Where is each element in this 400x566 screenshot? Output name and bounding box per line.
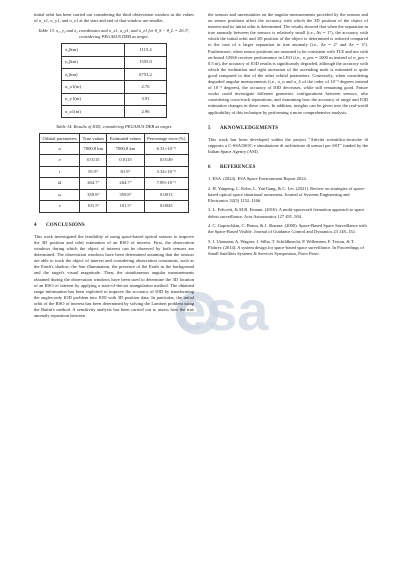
references-number: 6 — [208, 164, 211, 170]
table14-cell: 81.9° — [107, 166, 144, 178]
conclusions-text: This work investigated the feasibility of using space-based optical sensors to improve the 3D position and orbit estimation of an RSO of interest. First, the observation windows during which the object of interest can be observed by both sensors are determined. The observation windows have been determined assuming that the sensors are able to track the object of interest and considering observation constraints, such as the Earth's shadow, the Sun illumination, the presence of the Earth in the background and the target's visual magnitude. Then, the simultaneous angular measurements obtained during the observation windows have been used to determine the 3D location of an RSO of interest by applying a state-of-the-art triangulation method. The obtained range information has been exploited to improve the accuracy of IOD by transforming the angles-only IOD problem into IOD with 3D position data. In particular, the initial orbit of the RSO of interest has been determined by solving the Lambert problem using the Battin's method. A sensitivity analysis has been carried out to assess how the true anomaly separation between — [34, 233, 194, 319]
table14-cell: e — [40, 154, 80, 166]
table13-row — [62, 44, 167, 56]
table14-cell: Ω — [40, 178, 80, 190]
conclusions-number: 4 — [34, 222, 37, 228]
table14-cell: i — [40, 166, 80, 178]
left-column — [34, 12, 194, 322]
ack-text: This work has been developed within the project "Attività scientifico-tecniche di supporto a C-SSA/ISOC e simulazione di architetture di sensori per SST" funded by the Italian Space Agency (ASI). — [208, 136, 368, 154]
table13-key: σ_x1(m) — [62, 81, 125, 93]
table14-cell: 3.34×10⁻⁵ — [144, 166, 188, 178]
table13-value: 2.96 — [125, 106, 167, 118]
table14-row — [40, 143, 189, 155]
table13-row — [62, 68, 167, 80]
table14-cell: 101.5° — [107, 201, 144, 213]
right-column — [208, 12, 368, 261]
table14-row — [40, 178, 189, 190]
table14-cell: 359.8° — [80, 189, 107, 201]
table13-row — [62, 93, 167, 105]
table13-caption: Table 13. x₁, y₁ and z₁ coordinates and σ_x1, σ_y1, and σ_z1 for θ_S − θ_L = 20.3°, considering PEGASUS DEB as target. — [38, 28, 190, 40]
table14-cell: 101.5° — [80, 201, 107, 213]
table14-cell: 264.7° — [107, 178, 144, 190]
table13-key: σ_y1(m) — [62, 93, 125, 105]
ack-title: AKNOWLEDGEMENTS — [220, 125, 279, 131]
table14-cell: a — [40, 143, 80, 155]
ack-heading — [208, 126, 368, 132]
table13-key: x₁(km) — [62, 44, 125, 56]
table14-cell: 264.7° — [80, 178, 107, 190]
table14-cell: 6.31×10⁻⁵ — [144, 143, 188, 155]
table14-cell: 359.8° — [107, 189, 144, 201]
table14-cell: 7000.8 km — [80, 143, 107, 155]
reference-item: 4. C. Gaposchkin, C. Braun, & J. Sharma. (2000). Space-Based Space Surveillance with the Space-Based Visible. Journal of Guidance Control and Dynamics 23 148–152. — [208, 223, 367, 235]
table14-header-cell: Percentage error (%) — [144, 134, 188, 143]
table13-value: 2.76 — [125, 81, 167, 93]
table13-key: y₁(km) — [62, 56, 125, 68]
reference-item: 1. ESA. (2024). ESA Space Environment Report 2024. — [208, 176, 307, 182]
table-13 — [61, 43, 167, 118]
conclusions-heading — [34, 223, 194, 229]
table13-value: 6753.2 — [125, 68, 167, 80]
reference-item: 2. H. Yunpeng, L. Kebo, L. Yan'Gang, & C. Lei. (2021). Review on strategies of space-based optical space situational awareness. Journal of Systems Engineering and Electronics 32(5) 1152–1166. — [208, 185, 366, 203]
table14-cell: 0.0013 — [144, 189, 188, 201]
table14-row — [40, 201, 189, 213]
intro-paragraph: initial orbit has been carried out considering the third observation window as the values of σ_x1, σ_y1, and σ_z1 at the start and end of that window are smaller. — [34, 12, 194, 24]
table13-key: z₁(km) — [62, 68, 125, 80]
table14-header-cell: Orbital parameters — [40, 134, 80, 143]
references-title: REFERENCES — [220, 164, 256, 170]
table14-cell: 0.0115 — [107, 154, 144, 166]
conclusions-title: CONCLUSIONS — [46, 222, 85, 228]
reference-item: 3. L. Felicetti, & M.R. Emami. (2016). A multi-spacecraft formation approach to space debris surveillance. Acta Astronautica 127 491–504. — [208, 207, 365, 219]
table13-row — [62, 81, 167, 93]
ack-number: 5 — [208, 125, 211, 131]
table14-cell: 81.9° — [80, 166, 107, 178]
table14-cell: 7.89×10⁻⁵ — [144, 178, 188, 190]
table14-header-cell: True values — [80, 134, 107, 143]
table-14 — [39, 133, 189, 212]
table14-row — [40, 166, 189, 178]
table14-row — [40, 189, 189, 201]
table13-value: 1555.0 — [125, 56, 167, 68]
watermark-text: esa — [175, 279, 269, 342]
table13-row — [62, 106, 167, 118]
table14-caption: Table 14. Results of IOD, considering PEGASUS DEB as target. — [55, 124, 173, 130]
table14-row — [40, 154, 189, 166]
table14-cell: ν — [40, 201, 80, 213]
table14-cell: 0.0149 — [144, 154, 188, 166]
references-heading — [208, 165, 368, 171]
table13-value: 1115.4 — [125, 44, 167, 56]
table14-cell: ω — [40, 189, 80, 201]
table14-cell: 0.0115 — [80, 154, 107, 166]
table14-cell: 0.0045 — [144, 201, 188, 213]
reference-item: 5. J. Utzmann, A. Wagner, J. Silha, T. Schildknecht, P. Willemsen, F. Teston, & T. Flohrer. (2014). A system design for space-based space surveillance. In Proceedings of Small Satellites Systems & Services Symposium, Porto Petro. — [208, 238, 364, 256]
table14-header-cell: Estimated values — [107, 134, 144, 143]
table14-cell: 7000.8 km — [107, 143, 144, 155]
table13-row — [62, 56, 167, 68]
table13-key: σ_z1(m) — [62, 106, 125, 118]
reference-list — [208, 176, 368, 257]
discussion-paragraph: the sensors and uncertainties on the angular measurements provided by the sensors and on sensor positions affect the accuracy with which the 3D position of the object of interest and its initial orbit is determined. The results showed that when the separation in true anomaly between the sensors is relatively small (i.e., Δν = 1°), the accuracy with which the initial orbit and 3D position of the object is determined is reduced compared to the case of a larger separation in true anomaly (i.e., Δν = 2° and Δν = 3°). Furthermore, when sensor positions are assumed to be consistent with TLE and not with on-board GNSS receiver performance in LEO (i.e., σ_pos = 1000 m instead of σ_pos = 0.5 m), the accuracy of IOD results is significantly degraded, although the accuracy with which the inclination and right ascension of the ascending node is estimated is quite good compared to that of the other orbital parameters. Conversely, when considering degraded angular measurements (i.e., σ_α and σ_δ of the order of 10⁻³ degrees instead of 10⁻⁵ degrees), the accuracy of IOD decreases, while still remaining good. Future works could investigate different geometric configurations between sensors, also considering cross-track separations, and examining how the accuracy of range and IOD estimation changes in these cases. In addition, insights can be given into the real-world applicability of this technique by performing a more comprehensive analysis. — [208, 12, 368, 115]
table13-value: 3.91 — [125, 93, 167, 105]
